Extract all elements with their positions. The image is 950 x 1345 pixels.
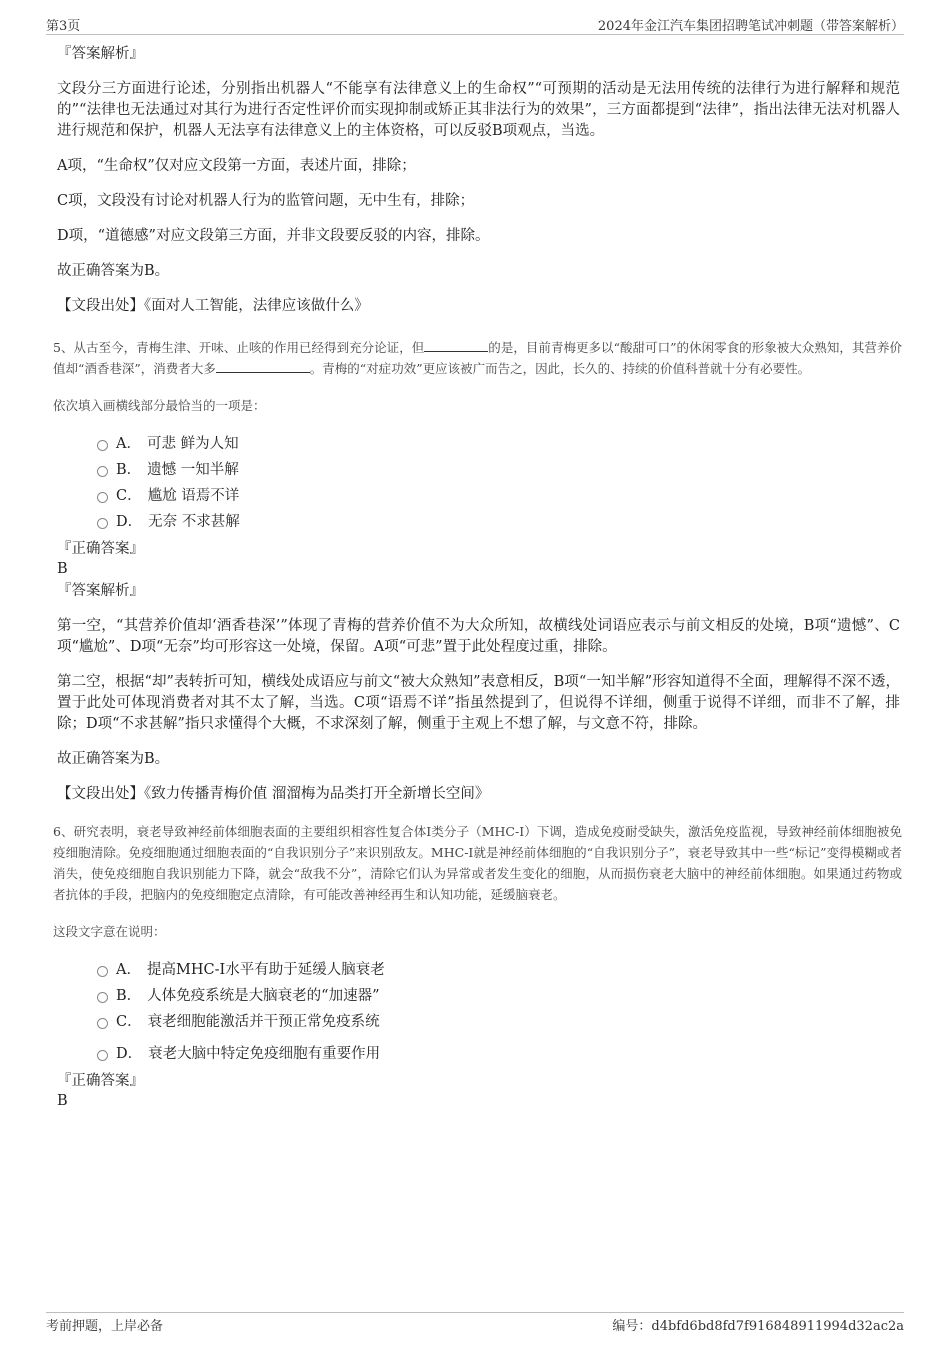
correct-answer: B <box>57 561 68 577</box>
question-4-explanation <box>57 44 900 317</box>
radio-button-icon[interactable] <box>97 466 108 477</box>
question-5-options <box>97 429 900 533</box>
correct-answer-label: 『正确答案』 <box>57 1073 144 1089</box>
fill-blank-1 <box>424 339 488 352</box>
option-d[interactable]: D． 衰老大脑中特定免疫细胞有重要作用 <box>97 1039 900 1065</box>
radio-button-icon[interactable] <box>97 1018 108 1029</box>
option-d[interactable]: D． 无奈 不求甚解 <box>97 507 900 533</box>
analysis-option-a: A项，“生命权”仅对应文段第一方面，表述片面，排除； <box>57 158 416 174</box>
analysis-conclusion: 故正确答案为B。 <box>57 263 170 279</box>
source-citation: 【文段出处】《致力传播青梅价值 溜溜梅为品类打开全新增长空间》 <box>57 786 490 802</box>
page-number: 第3页 <box>46 19 81 34</box>
correct-answer: B <box>57 1093 68 1109</box>
correct-answer-label: 『正确答案』 <box>57 541 144 557</box>
document-title: 2024年金江汽车集团招聘笔试冲刺题（带答案解析） <box>597 19 904 34</box>
question-6-text: 6、研究表明，衰老导致神经前体细胞表面的主要组织相容性复合体I类分子（MHC-I）下调，造成免疫耐受缺失，激活免疫监视，导致神经前体细胞被免疫细胞清除。免疫细胞通过细胞表面的“自我识别分子”来识别敌友。MHC-I就是神经前体细胞的“自我识别分子”，衰老导致其中一些“标记”变得模糊或者消失，使免疫细胞自我识别能力下降，就会“敌我不分”，清除它们认为异常或者发生变化的细胞，从而损伤衰老大脑中的神经前体细胞。如果通过药物或者抗体的手段，把脑内的免疫细胞定点清除，有可能改善神经再生和认知功能，延缓脑衰老。 <box>53 824 902 902</box>
option-a[interactable]: A． 提高MHC-I水平有助于延缓人脑衰老 <box>97 955 900 981</box>
option-c[interactable]: C． 尴尬 语焉不详 <box>97 481 900 507</box>
radio-button-icon[interactable] <box>97 992 108 1003</box>
page-header <box>46 14 904 35</box>
option-c[interactable]: C． 衰老细胞能激活并干预正常免疫系统 <box>97 1007 900 1033</box>
page-footer <box>46 1312 904 1333</box>
fill-blank-2 <box>216 360 310 373</box>
question-6 <box>53 821 902 1111</box>
radio-button-icon[interactable] <box>97 440 108 451</box>
radio-button-icon[interactable] <box>97 492 108 503</box>
question-6-options <box>97 955 900 1065</box>
analysis-label: 『答案解析』 <box>57 583 144 599</box>
analysis-conclusion: 故正确答案为B。 <box>57 751 170 767</box>
radio-button-icon[interactable] <box>97 518 108 529</box>
question-6-prompt: 这段文字意在说明： <box>53 924 166 939</box>
option-b[interactable]: B． 遗憾 一知半解 <box>97 455 900 481</box>
question-5-text: 5、从古至今，青梅生津、开味、止咳的作用已经得到充分论证，但 的是，目前青梅更多以“酸甜可口”的休闲零食的形象被大众熟知，其营养价值却“酒香巷深”，消费者大多 。青梅的“对症功效”更应该被广而告之，因此，长久的、持续的价值科普就十分有必要性。 <box>53 340 902 376</box>
document-serial: 编号：d4bfd6bd8fd7f916848911994d32ac2a <box>612 1319 904 1334</box>
document-body <box>53 44 902 1113</box>
analysis-option-c: C项，文段没有讨论对机器人行为的监管问题，无中生有，排除； <box>57 193 475 209</box>
analysis-option-d: D项，“道德感”对应文段第三方面，并非文段要反驳的内容，排除。 <box>57 228 490 244</box>
analysis-paragraph: 文段分三方面进行论述，分别指出机器人“不能享有法律意义上的生命权”“可预期的活动是无法用传统的法律行为进行解释和规范的”“法律也无法通过对其行为进行否定性评价而实现抑制或矫正其非法行为的效果”，三方面都提到“法律”，指出法律无法对机器人进行规范和保护，机器人无法享有法律意义上的主体资格，可以反驳B项观点，当选。 <box>57 81 900 139</box>
footer-slogan: 考前押题，上岸必备 <box>46 1319 164 1334</box>
option-a[interactable]: A． 可悲 鲜为人知 <box>97 429 900 455</box>
option-b[interactable]: B． 人体免疫系统是大脑衰老的“加速器” <box>97 981 900 1007</box>
analysis-paragraph-2: 第二空，根据“却”表转折可知，横线处成语应与前文“被大众熟知”表意相反，B项“一知半解”形容知道得不全面，理解得不深不透，置于此处可体现消费者对其不太了解，当选。C项“语焉不详”指虽然提到了，但说得不详细，侧重于说得不详细，而非不了解，排除；D项“不求甚解”指只求懂得个大概，不求深刻了解，侧重于主观上不想了解，与文意不符，排除。 <box>57 674 900 732</box>
radio-button-icon[interactable] <box>97 966 108 977</box>
question-5 <box>53 337 902 805</box>
analysis-paragraph-1: 第一空，“其营养价值却‘酒香巷深’”体现了青梅的营养价值不为大众所知，故横线处词语应表示与前文相反的处境，B项“遗憾”、C项“尴尬”、D项“无奈”均可形容这一处境，保留。A项“可悲”置于此处程度过重，排除。 <box>57 618 900 655</box>
source-citation: 【文段出处】《面对人工智能，法律应该做什么》 <box>57 298 369 314</box>
radio-button-icon[interactable] <box>97 1050 108 1061</box>
question-5-prompt: 依次填入画横线部分最恰当的一项是： <box>53 398 266 413</box>
analysis-label: 『答案解析』 <box>57 46 144 62</box>
